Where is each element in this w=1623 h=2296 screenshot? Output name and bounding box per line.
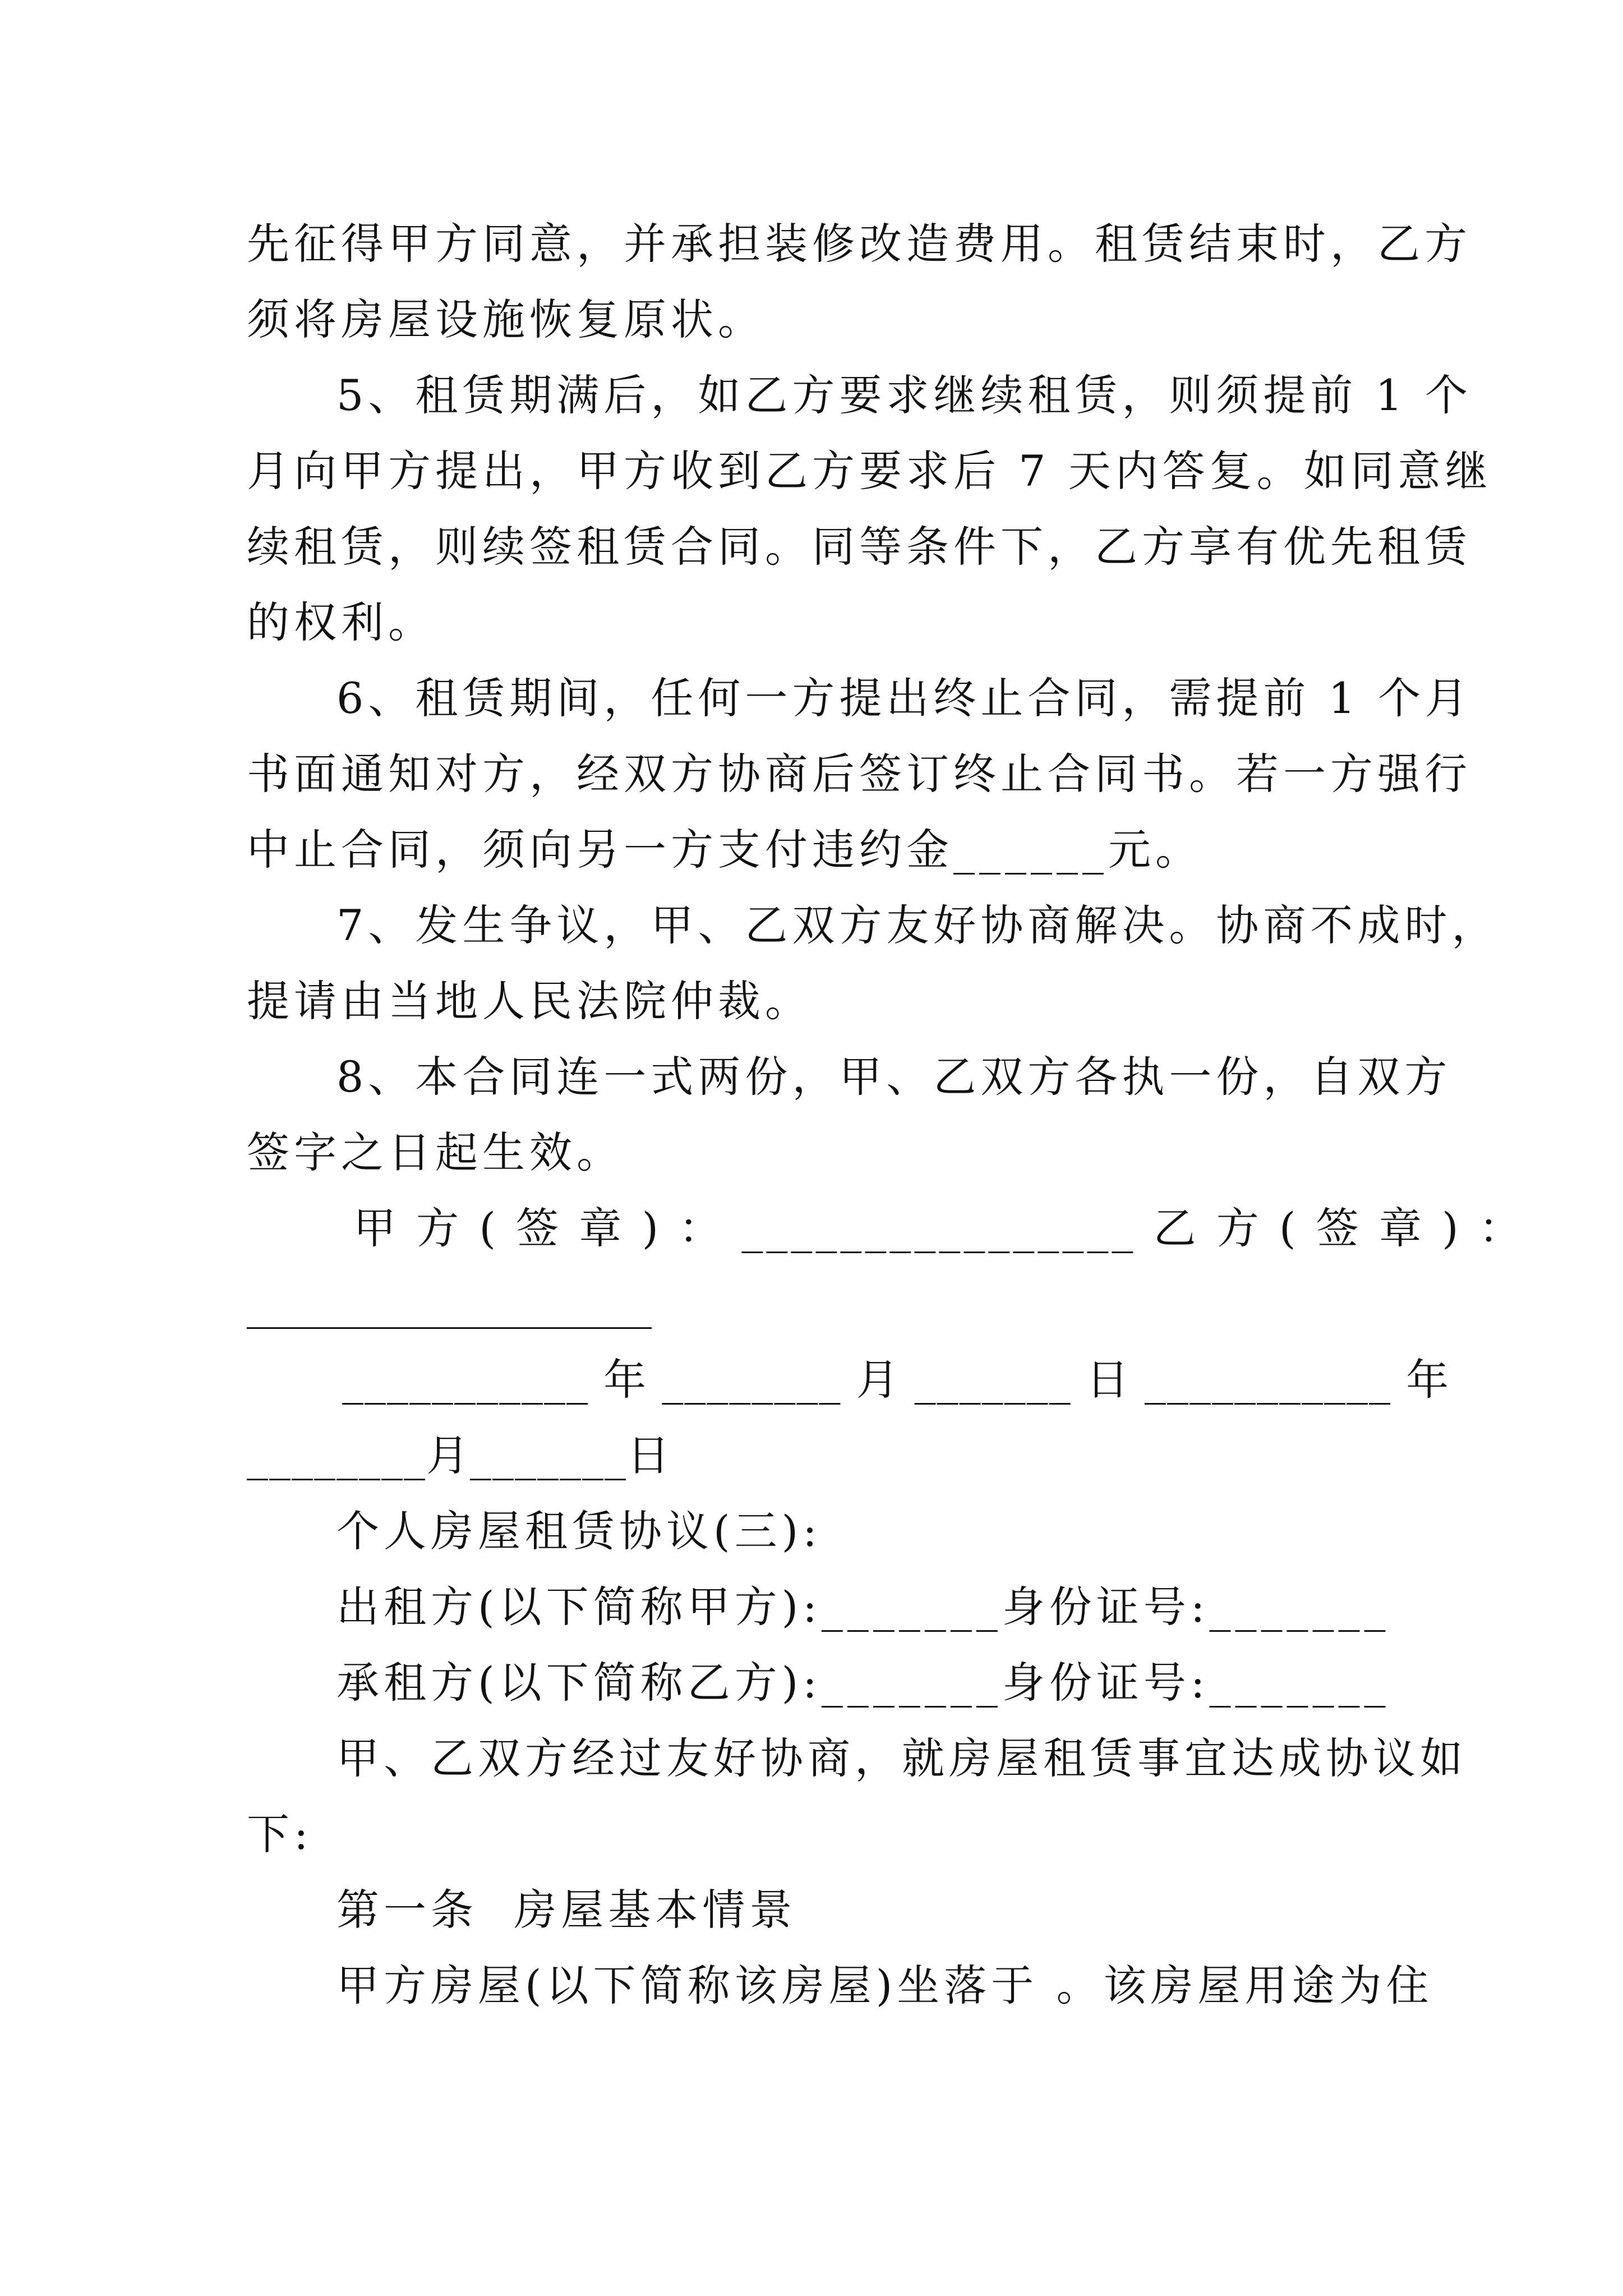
paragraph-line: 提请由当地人民法院仲裁。 xyxy=(247,976,812,1026)
article-heading: 第一条 房屋基本情景 xyxy=(336,1885,797,1935)
date-line: ___________ 年 ________ 月 _______ 日 ___________ 年 xyxy=(342,1355,1450,1405)
signature-line: 甲 方 ( 签 章 ) ： ________________ 乙 方 ( 签 章 ) ： xyxy=(353,1203,1525,1253)
clause-6-line: 6、租赁期间，任何一方提出终止合同，需提前 1 个月 xyxy=(336,673,1473,723)
signature-blank-line: ___________________ xyxy=(247,1279,652,1329)
clause-7-line: 7、发生争议，甲、乙双方友好协商解决。协商不成时， xyxy=(336,900,1499,950)
paragraph-line: 甲、乙双方经过友好协商，就房屋租赁事宜达成协议如 xyxy=(336,1733,1467,1783)
paragraph-line: 月向甲方提出，甲方收到乙方要求后 7 天内答复。如同意继 xyxy=(247,446,1492,496)
paragraph-line: 书面通知对方，经双方协商后签订终止合同书。若一方强行 xyxy=(247,749,1472,799)
paragraph-line: 须将房屋设施恢复原状。 xyxy=(247,295,765,344)
lessor-line: 出租方(以下简称甲方):_______身份证号:_______ xyxy=(336,1582,1390,1632)
paragraph-line: 的权利。 xyxy=(247,597,435,647)
clause-5-line: 5、租赁期满后，如乙方要求继续租赁，则须提前 1 个 xyxy=(336,370,1473,420)
clause-8-line: 8、本合同连一式两份，甲、乙双方各执一份，自双方 xyxy=(336,1052,1452,1102)
paragraph-line: 签字之日起生效。 xyxy=(247,1128,624,1177)
paragraph-line: 中止合同，须向另一方支付违约金______元。 xyxy=(247,825,1202,875)
paragraph-line: 先征得甲方同意，并承担装修改造费用。租赁结束时，乙方 xyxy=(247,219,1472,269)
paragraph-line: 下: xyxy=(247,1809,313,1859)
paragraph-line: 续租赁，则续签租赁合同。同等条件下，乙方享有优先租赁 xyxy=(247,522,1472,572)
date-line: ________月_______日 xyxy=(247,1430,671,1480)
lessee-line: 承租方(以下简称乙方):_______身份证号:_______ xyxy=(336,1658,1390,1708)
section-heading: 个人房屋租赁协议(三): xyxy=(336,1506,822,1556)
paragraph-line: 甲方房屋(以下简称该房屋)坐落于 。该房屋用途为住 xyxy=(336,1961,1433,2010)
